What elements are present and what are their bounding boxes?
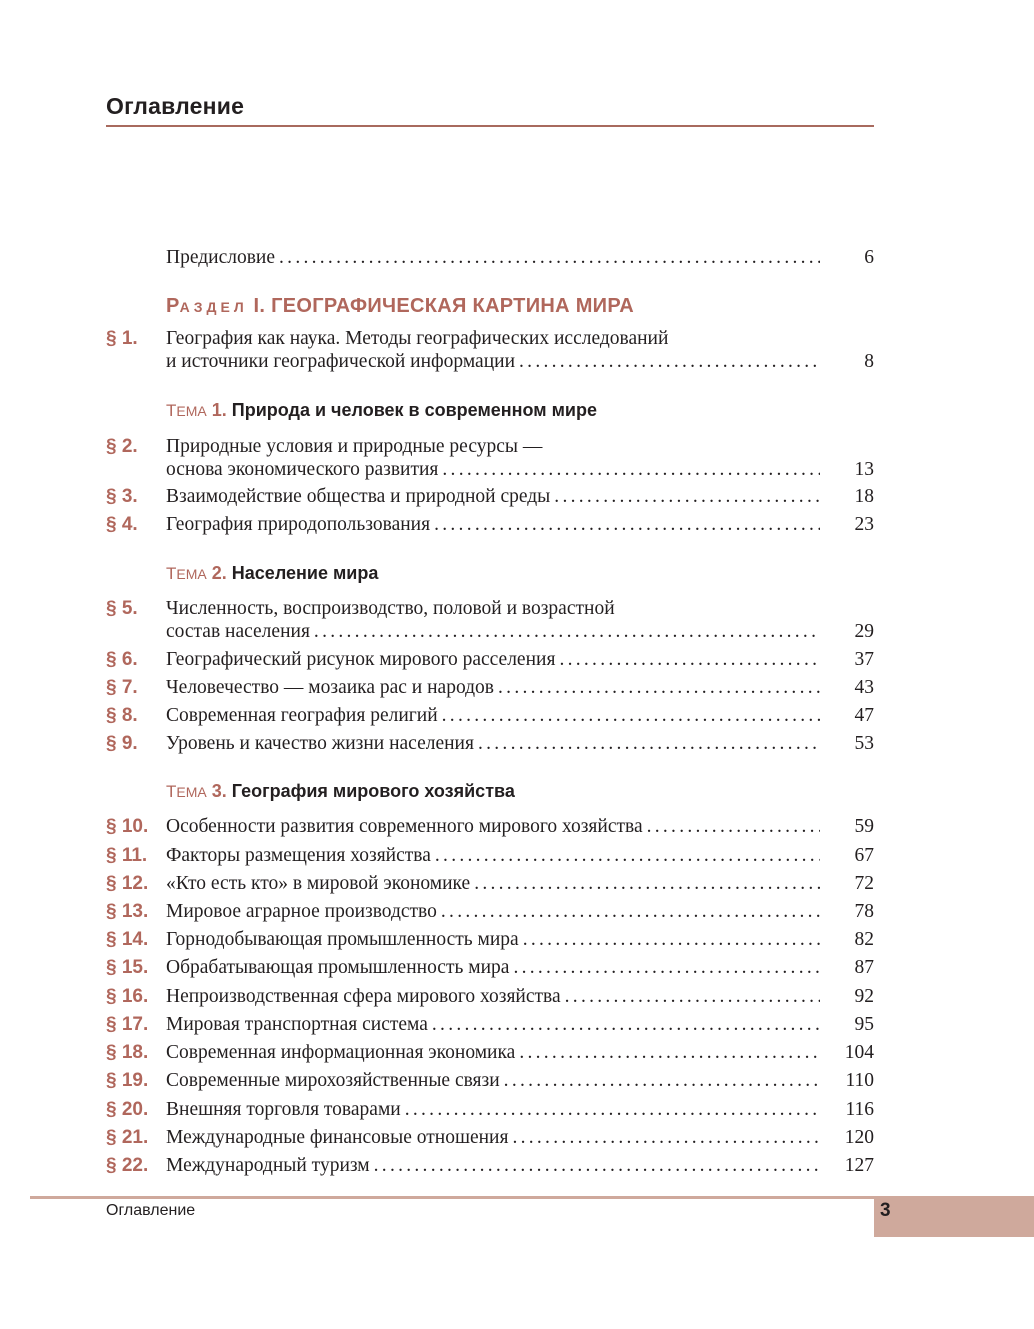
entry-page: 43 xyxy=(854,677,874,698)
leader-dots xyxy=(559,648,820,672)
entry-title: География природопользования xyxy=(166,513,434,537)
leader-dots xyxy=(441,900,820,924)
leader-dots xyxy=(512,1126,818,1150)
entry-page: 53 xyxy=(854,733,874,754)
toc-entry[interactable] xyxy=(106,458,874,482)
entry-title: Непроизводственная сфера мирового хозяйства xyxy=(166,985,565,1009)
toc-entry-line1[interactable] xyxy=(106,597,874,621)
entry-page: 67 xyxy=(854,845,874,866)
paragraph-number: § 4. xyxy=(106,514,138,535)
entry-page: 104 xyxy=(844,1042,874,1063)
theme-heading-1 xyxy=(166,400,597,421)
entry-title: «Кто есть кто» в мировой экономике xyxy=(166,872,474,896)
section-heading xyxy=(166,295,634,318)
toc-entry[interactable] xyxy=(106,872,874,896)
theme-heading-2 xyxy=(166,563,378,584)
toc-entry[interactable] xyxy=(106,1098,874,1122)
entry-title: Предисловие xyxy=(166,246,279,270)
paragraph-number: § 13. xyxy=(106,901,149,922)
theme-number: 1. xyxy=(211,400,227,420)
theme-heading-3 xyxy=(166,781,515,802)
toc-entry-line1[interactable] xyxy=(106,435,874,459)
toc-entry-1-line1[interactable] xyxy=(106,327,874,351)
leader-dots xyxy=(478,732,820,756)
paragraph-number: § 9. xyxy=(106,733,138,754)
entry-title: Взаимодействие общества и природной среды xyxy=(166,485,554,509)
entry-title-line1: География как наука. Методы географических исследований xyxy=(166,328,669,349)
paragraph-number: § 6. xyxy=(106,649,138,670)
toc-entry[interactable] xyxy=(106,928,874,952)
leader-dots xyxy=(554,485,820,509)
toc-entry[interactable] xyxy=(106,815,874,839)
entry-title: Современные мирохозяйственные связи xyxy=(166,1069,504,1093)
theme-label-first: Т xyxy=(166,782,177,801)
entry-title-line1: Численность, воспроизводство, половой и возрастной xyxy=(166,598,615,619)
entry-title: Особенности развития современного мирового хозяйства xyxy=(166,815,647,839)
leader-dots xyxy=(504,1069,820,1093)
entry-title: Географический рисунок мирового расселения xyxy=(166,648,559,672)
leader-dots xyxy=(519,1041,818,1065)
theme-label-first: Т xyxy=(166,564,177,583)
paragraph-number: § 7. xyxy=(106,677,138,698)
toc-entry[interactable] xyxy=(106,1041,874,1065)
paragraph-number: § 17. xyxy=(106,1014,149,1035)
entry-title: Человечество — мозаика рас и народов xyxy=(166,676,498,700)
toc-entry[interactable] xyxy=(106,620,874,644)
entry-page: 8 xyxy=(864,351,874,372)
paragraph-number: § 18. xyxy=(106,1042,149,1063)
toc-entry[interactable] xyxy=(106,1013,874,1037)
entry-page: 110 xyxy=(845,1070,874,1091)
toc-entry[interactable] xyxy=(106,732,874,756)
theme-label-rest: ЕМА xyxy=(176,403,207,419)
toc-entry[interactable] xyxy=(106,1069,874,1093)
theme-label-rest: ЕМА xyxy=(176,784,207,800)
page-title: Оглавление xyxy=(106,93,245,119)
entry-title: Факторы размещения хозяйства xyxy=(166,844,435,868)
leader-dots xyxy=(314,620,820,644)
entry-title: Международный туризм xyxy=(166,1154,374,1178)
page-number: 3 xyxy=(880,1200,891,1221)
section-prefix-rest: АЗДЕЛ xyxy=(179,299,248,315)
leader-dots xyxy=(442,458,820,482)
entry-page: 37 xyxy=(854,649,874,670)
section-prefix-first: Р xyxy=(166,295,180,317)
paragraph-number: § 21. xyxy=(106,1127,149,1148)
entry-title: Международные финансовые отношения xyxy=(166,1126,512,1150)
entry-title: Мировое аграрное производство xyxy=(166,900,441,924)
entry-page: 72 xyxy=(854,873,874,894)
paragraph-number: § 3. xyxy=(106,486,138,507)
entry-page: 18 xyxy=(854,486,874,507)
entry-page: 23 xyxy=(854,514,874,535)
theme-number: 3. xyxy=(211,781,227,801)
paragraph-number: § 19. xyxy=(106,1070,149,1091)
entry-page: 82 xyxy=(854,929,874,950)
entry-title: Горнодобывающая промышленность мира xyxy=(166,928,523,952)
toc-entry[interactable] xyxy=(106,900,874,924)
entry-page: 29 xyxy=(854,621,874,642)
entry-page: 6 xyxy=(864,247,874,268)
paragraph-number: § 14. xyxy=(106,929,149,950)
entry-title: Мировая транспортная система xyxy=(166,1013,432,1037)
theme-title: География мирового хозяйства xyxy=(231,781,515,801)
entry-page: 13 xyxy=(854,459,874,480)
leader-dots xyxy=(523,928,820,952)
toc-entry[interactable] xyxy=(106,1154,874,1178)
entry-title-line1: Природные условия и природные ресурсы — xyxy=(166,436,543,457)
leader-dots xyxy=(435,844,820,868)
leader-dots xyxy=(434,513,820,537)
entry-page: 87 xyxy=(854,957,874,978)
entry-page: 127 xyxy=(844,1155,874,1176)
leader-dots xyxy=(474,872,820,896)
toc-entry-preface[interactable] xyxy=(106,246,874,270)
entry-title: Обрабатывающая промышленность мира xyxy=(166,956,513,980)
running-title: Оглавление xyxy=(106,1202,196,1219)
theme-number: 2. xyxy=(211,563,227,583)
toc-entry[interactable] xyxy=(106,985,874,1009)
paragraph-number: § 1. xyxy=(106,328,138,349)
leader-dots xyxy=(647,815,820,839)
theme-label-first: Т xyxy=(166,401,177,420)
entry-page: 120 xyxy=(844,1127,874,1148)
entry-page: 78 xyxy=(854,901,874,922)
toc-entry-1-line2[interactable] xyxy=(106,350,874,374)
title-rule xyxy=(106,125,874,127)
toc-entry[interactable] xyxy=(106,485,874,509)
entry-title: состав населения xyxy=(166,620,314,644)
toc-entry[interactable] xyxy=(106,513,874,537)
entry-page: 92 xyxy=(854,986,874,1007)
leader-dots xyxy=(513,956,820,980)
toc-entry[interactable] xyxy=(106,704,874,728)
paragraph-number: § 10. xyxy=(106,816,149,837)
leader-dots xyxy=(432,1013,820,1037)
entry-title: основа экономического развития xyxy=(166,458,442,482)
section-title: ГЕОГРАФИЧЕСКАЯ КАРТИНА МИРА xyxy=(271,295,634,317)
leader-dots xyxy=(405,1098,820,1122)
paragraph-number: § 20. xyxy=(106,1099,149,1120)
page-number-box xyxy=(874,1196,1034,1237)
entry-title: Современная география религий xyxy=(166,704,442,728)
paragraph-number: § 11. xyxy=(106,845,148,866)
paragraph-number: § 15. xyxy=(106,957,149,978)
leader-dots xyxy=(565,985,820,1009)
section-number: I. xyxy=(253,295,266,317)
theme-title: Население мира xyxy=(231,563,379,583)
paragraph-number: § 8. xyxy=(106,705,138,726)
paragraph-number: § 2. xyxy=(106,436,138,457)
leader-dots xyxy=(279,246,820,270)
entry-title: и источники географической информации xyxy=(166,350,519,374)
entry-title: Уровень и качество жизни населения xyxy=(166,732,478,756)
entry-page: 47 xyxy=(854,705,874,726)
toc-entry[interactable] xyxy=(106,1126,874,1150)
toc-entry[interactable] xyxy=(106,648,874,672)
toc-entry[interactable] xyxy=(106,844,874,868)
entry-page: 95 xyxy=(854,1014,874,1035)
entry-title: Внешняя торговля товарами xyxy=(166,1098,405,1122)
paragraph-number: § 22. xyxy=(106,1155,149,1176)
paragraph-number: § 5. xyxy=(106,598,138,619)
leader-dots xyxy=(374,1154,819,1178)
leader-dots xyxy=(498,676,820,700)
entry-title: Современная информационная экономика xyxy=(166,1041,519,1065)
leader-dots xyxy=(442,704,820,728)
toc-entry[interactable] xyxy=(106,956,874,980)
paragraph-number: § 16. xyxy=(106,986,149,1007)
theme-label-rest: ЕМА xyxy=(176,566,207,582)
entry-page: 116 xyxy=(845,1099,874,1120)
entry-page: 59 xyxy=(854,816,874,837)
theme-title: Природа и человек в современном мире xyxy=(231,400,597,420)
paragraph-number: § 12. xyxy=(106,873,149,894)
toc-entry[interactable] xyxy=(106,676,874,700)
leader-dots xyxy=(519,350,820,374)
